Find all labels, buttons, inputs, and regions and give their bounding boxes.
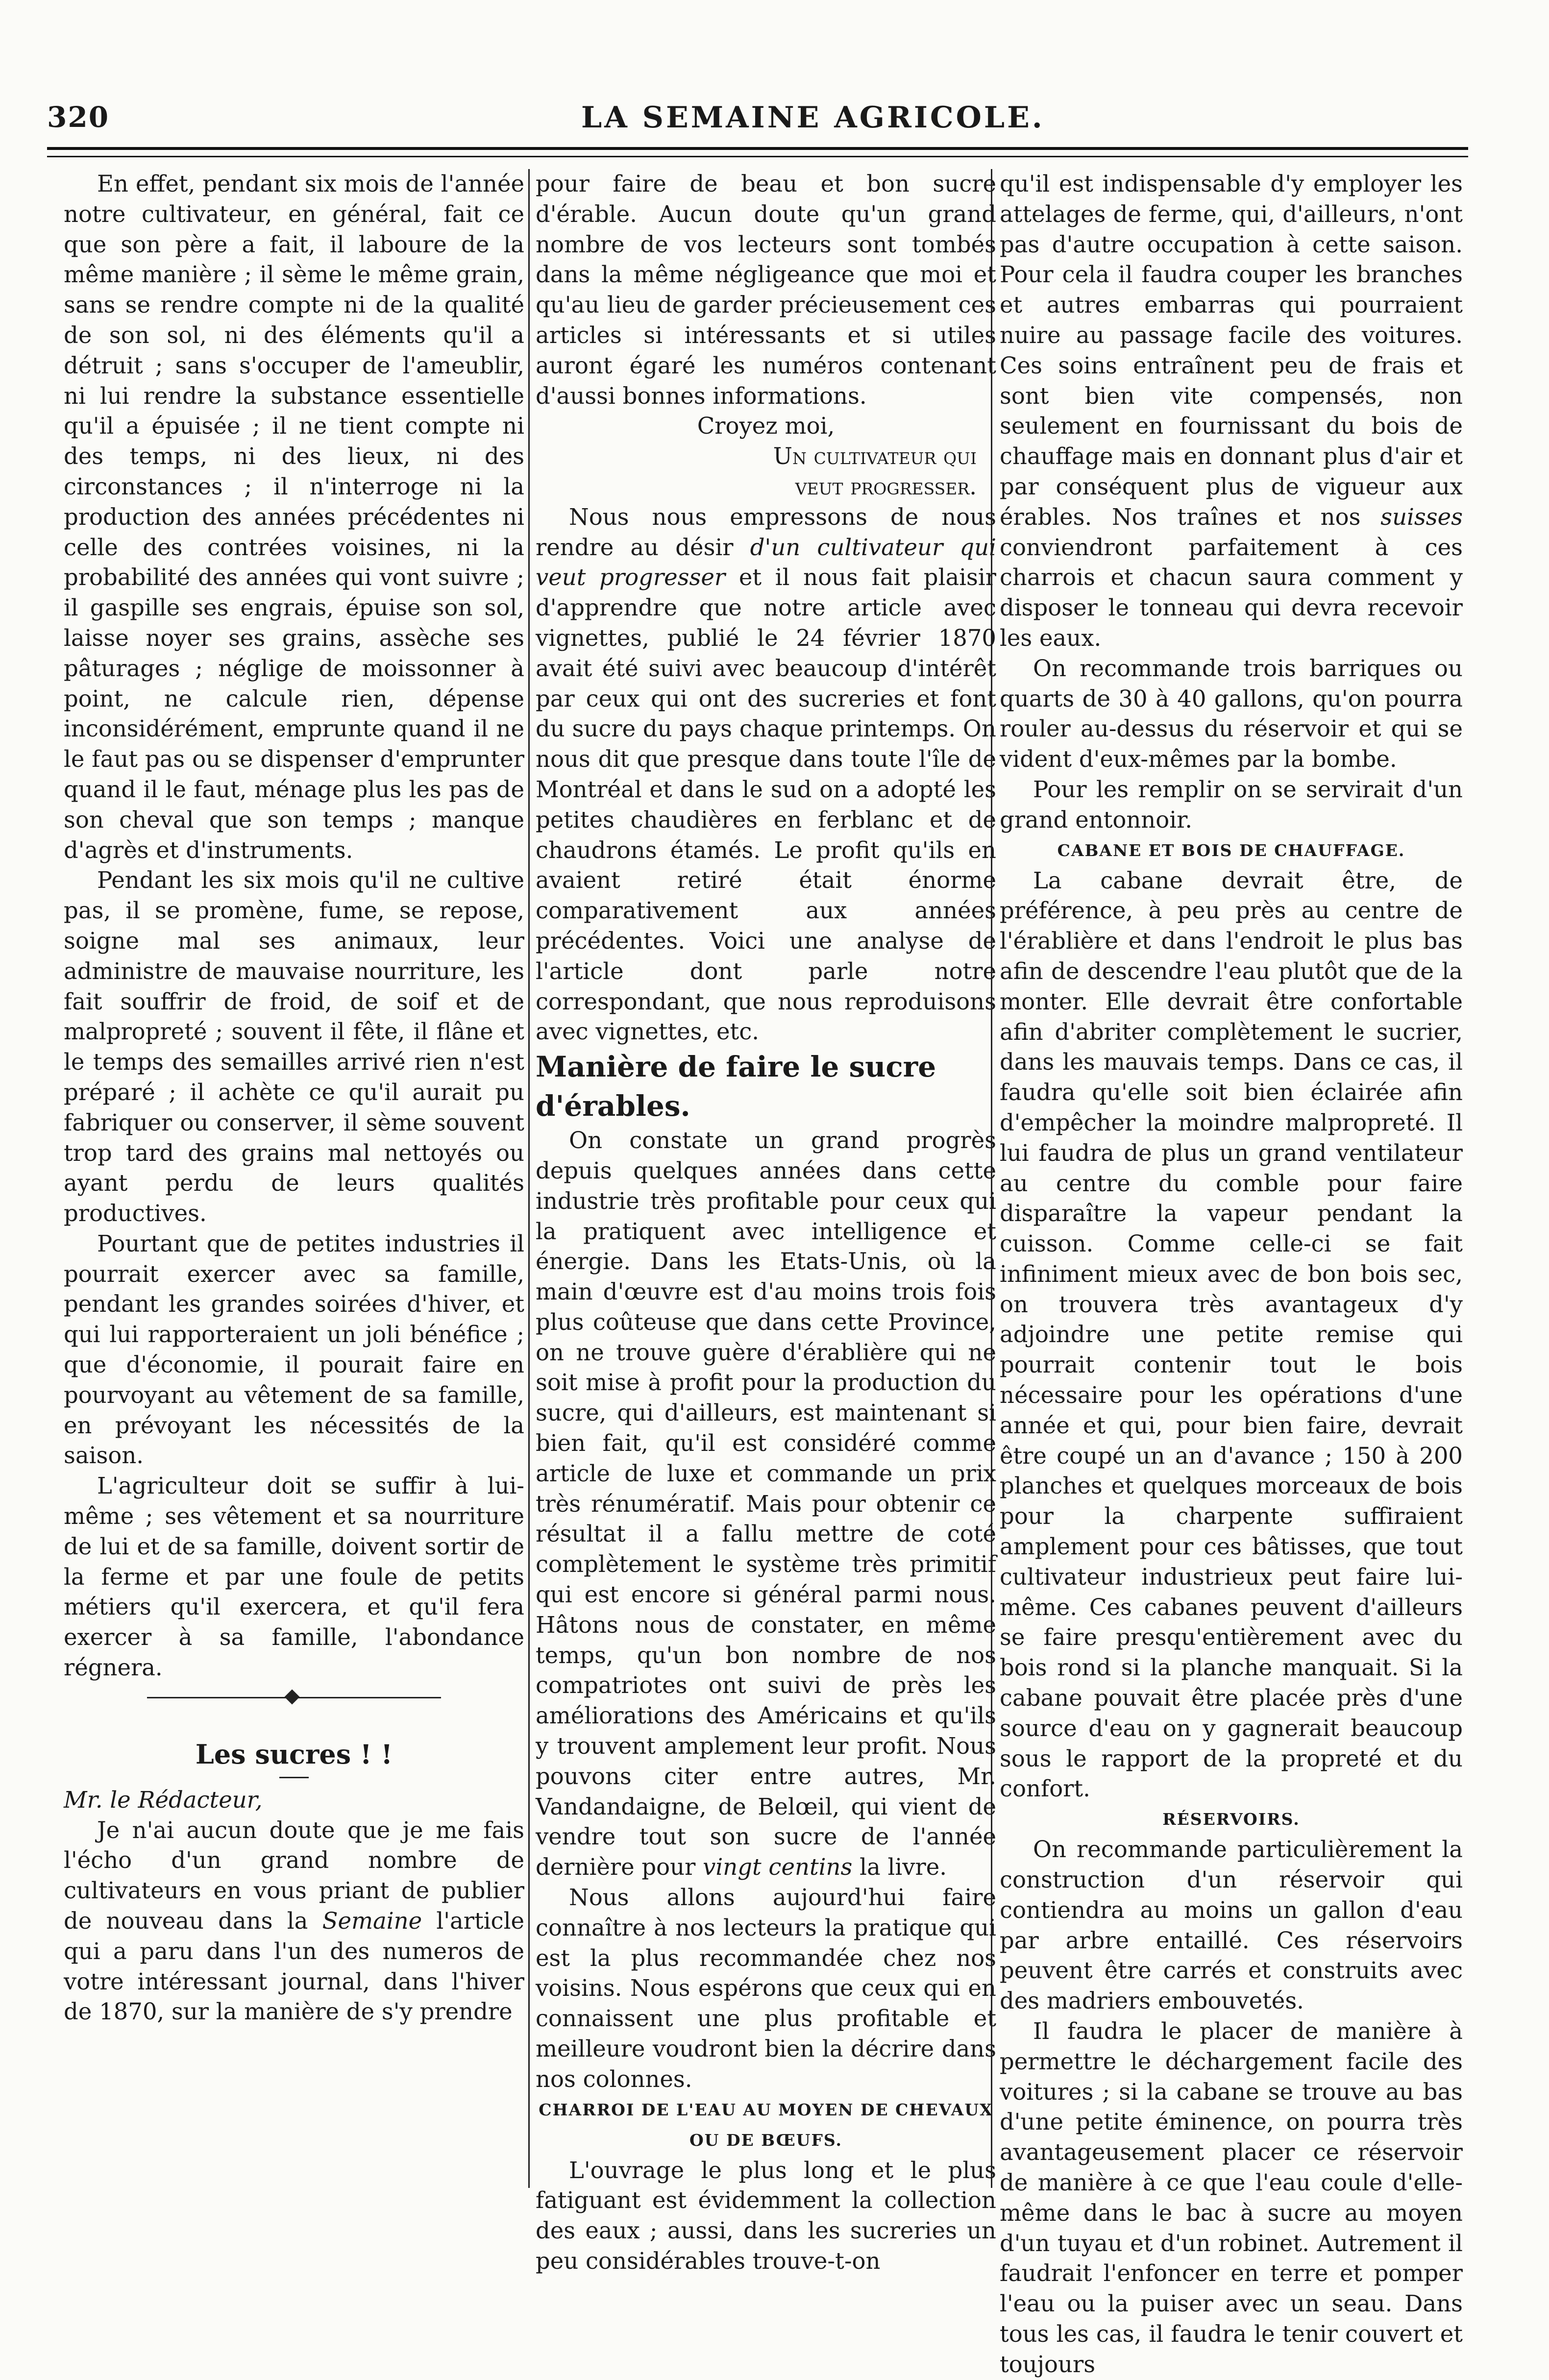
short-rule	[279, 1777, 309, 1778]
paragraph: Pour les remplir on se servirait d'un grand entonnoir.	[1000, 776, 1463, 833]
emphasis: d'un cultivateur qui veut progresser	[536, 534, 997, 591]
text-run: conviendront parfaitement à ces charrois et chacun saura comment y disposer le tonneau qui devra recevoir les eaux.	[1000, 534, 1463, 651]
paragraph: La cabane devrait être, de préférence, à peu près au centre de l'érablière et dans l'endroit le plus bas afin de descendre l'eau plutôt que de la monter. Elle devrait être confortable afin d'abriter complètement le sucrier, dans les mauvais temps. Dans ce cas, il faudra qu'elle soit bien éclairée afin d'empêcher la moindre malpropreté. Il lui faudra de plus un grand ventilateur au centre du comble pour faire disparaître la vapeur pendant la cuisson. Comme celle-ci se fait infiniment mieux avec de bon bois sec, on trouvera très avantageux d'y adjoindre une petite remise qui pourrait contenir tout le bois nécessaire pour les opérations d'une année et qui, pour bien faire, devrait être coupé un an d'avance ; 150 à 200 planches et quelques morceaux de bois pour la charpente suffiraient amplement pour ces bâtisses, que tout cultivateur industrieux peut faire lui-même. Ces cabanes peuvent d'ailleurs se faire presqu'entièrement avec du bois rond si la planche manquait. Si la cabane pouvait être placée près d'une source d'eau on y gagnerait beaucoup sous le rapport de la propreté et du confort.	[1000, 867, 1463, 1802]
paragraph	[536, 1126, 996, 1883]
paragraph: Pourtant que de petites industries il pourrait exercer avec sa famille, pendant les grandes soirées d'hiver, et qui lui rapporteraient un joli bénéfice ; que d'économie, il pourait faire en pourvoyant au vêtement de sa famille, en prévoyant les nécessités de la saison.	[64, 1230, 524, 1469]
paragraph: pour faire de beau et bon sucre d'érable. Aucun doute qu'un grand nombre de vos lecteurs sont tombés dans la même négligeance que moi et qu'au lieu de garder précieusement ces articles si intéressants et si utiles auront égaré les numéros contenant d'aussi bonnes informations.	[536, 171, 996, 409]
text-run: Je n'ai aucun doute que je me fais l'écho d'un grand nombre de cultivateurs en vous priant de publier de nouveau dans la	[64, 1816, 524, 1935]
paragraph: Pendant les six mois qu'il ne cultive pas, il se promène, fume, se repose, soigne mal ses animaux, leur administre de mauvaise nourriture, les fait souffrir de froid, de soif et de malpropreté ; souvent il fête, il flâne et le temps des semailles arrivé rien n'est préparé ; il achète ce qu'il aurait pu fabriquer ou conserver, il sème souvent trop tard des grains mal nettoyés ou ayant perdu de leurs qualités productives.	[64, 867, 524, 1227]
article-heading: Manière de faire le sucre d'érables.	[536, 1050, 936, 1123]
text-run: et il nous fait plaisir d'apprendre que notre article avec vignettes, publié le 24 février 1870 avait été suivi avec beaucoup d'intérêt par ceux qui ont des sucreries et font du sucre du pays chaque printemps. On nous dit que presque dans toute l'île de Montréal et dans le sud on a adopté les petites chaudières en ferblanc et de chaudrons étamés. Le profit qu'ils en avaient retiré était énorme comparativement aux années précédentes. Voici une analyse de l'article dont parle notre correspondant, que nous reproduisons avec vignettes, etc.	[536, 564, 997, 1045]
subheading: RÉSERVOIRS.	[1162, 1810, 1300, 1829]
paragraph: En effet, pendant six mois de l'année notre cultivateur, en général, fait ce que son père a fait, il laboure de la même manière ; il sème le même grain, sans se rendre compte ni de la qualité de son sol, ni des éléments qu'il a détruit ; sans s'occuper de l'ameublir, ni lui rendre la substance essentielle qu'il a épuisée ; il ne tient compte ni des temps, ni des lieux, ni des circonstances ; il n'interroge ni la production des années précédentes ni celle des contrées voisines, ni la probabilité des années qui vont suivre ; il gaspille ses engrais, épuise son sol, laisse noyer ses grains, assèche ses pâturages ; néglige de moissonner à point, ne calcule rien, dépense inconsidérément, emprunte quand il ne le faut pas ou se dispenser d'emprunter quand il le faut, ménage plus les pas de son cheval que son temps ; manque d'agrès et d'instruments.	[64, 171, 524, 863]
header-rule-thick	[47, 147, 1468, 150]
paragraph	[64, 1816, 524, 2028]
ornamental-divider	[147, 1697, 441, 1720]
text-run: la livre.	[860, 1854, 947, 1881]
salutation: Mr. le Rédacteur,	[64, 1786, 263, 1813]
column-2	[536, 169, 997, 2274]
signature-line-2: veut progresser.	[795, 473, 977, 500]
emphasis: suisses	[1380, 503, 1463, 530]
paragraph: L'ouvrage le plus long et le plus fatiguant est évidemment la collection des eaux ; aussi, dans les sucreries un peu considérables trouve-t-on	[536, 2157, 996, 2274]
signature-line-1: Un cultivateur qui	[773, 443, 977, 470]
text-run: Nous nous empressons de nous rendre au désir	[536, 503, 996, 561]
diamond-ornament	[284, 1689, 299, 1704]
paragraph: L'agriculteur doit se suffir à lui-même ; ses vêtement et sa nourriture de lui et de sa famille, doivent sortir de la ferme et par une foule de petits métiers qu'il exercera, et qu'il fera exercer à sa famille, l'abondance régnera.	[64, 1472, 524, 1681]
text-run: l'article qui a paru dans l'un des numeros de votre intéressant journal, dans l'hiver de 1870, sur la manière de s'y prendre	[64, 1908, 524, 2025]
column-divider	[528, 169, 530, 2188]
text-run: On constate un grand progrès depuis quelques années dans cette industrie très profitable pour ceux qui la pratiquent avec intelligence et énergie. Dans les Etats-Unis, où la main d'œuvre est d'au moins trois fois plus coûteuse que dans cette Province, on ne trouve guère d'érablière qui ne soit mise à profit pour la production du sucre, qui d'ailleurs, est maintenant si bien fait, qu'il est considéré comme article de luxe et commande un prix très rénumératif. Mais pour obtenir ce résultat il a fallu mettre de coté complètement le système très primitif qui est encore si général parmi nous. Hâtons nous de constater, en même temps, qu'un bon nombre de nos compatriotes ont suivi de près les améliorations des Américains et qu'ils y trouvent amplement leur profit. Nous pouvons citer entre autres, Mr. Vandandaigne, de Belœil, qui vient de vendre tout son sucre de l'année dernière pour	[536, 1127, 996, 1881]
paragraph: On recommande particulièrement la construction d'un réservoir qui contiendra au moins un gallon d'eau par arbre entaillé. Ces réservoirs peuvent être carrés et construits avec des madriers embouvetés.	[1000, 1836, 1463, 2014]
paragraph: On recommande trois barriques ou quarts de 30 à 40 gallons, qu'on pourra rouler au-dessus du réservoir et qui se vident d'eux-mêmes par la bombe.	[1000, 655, 1463, 773]
emphasis: Semaine	[322, 1908, 422, 1935]
subheading: CABANE ET BOIS DE CHAUFFAGE.	[1057, 840, 1405, 860]
subheading: CHARROI DE L'EAU AU MOYEN DE CHEVAUX OU DE BŒUFS.	[539, 2100, 993, 2150]
paragraph: Il faudra le placer de manière à permettre le déchargement facile des voitures ; si la cabane se trouve au bas d'une petite éminence, on pourra très avantageusement placer ce réservoir de manière à ce que l'eau coule d'elle-même dans le bac à sucre au moyen d'un tuyau et d'un robinet. Autrement il faudrait l'enfoncer en terre et pomper l'eau ou la puiser avec un seau. Dans tous les cas, il faudra le tenir couvert et toujours	[1000, 2018, 1463, 2378]
page-header	[47, 100, 1468, 140]
column-1	[64, 169, 524, 2193]
header-rule-thin	[47, 156, 1468, 157]
paragraph	[1000, 169, 1463, 654]
page-number: 320	[47, 100, 110, 134]
emphasis: vingt centins	[703, 1854, 853, 1881]
paragraph	[536, 502, 996, 1047]
article-heading: Les sucres ! !	[195, 1738, 393, 1770]
closing: Croyez moi,	[697, 413, 835, 440]
column-3	[1000, 169, 1463, 2378]
paragraph: Nous allons aujourd'hui faire connaître à nos lecteurs la pratique qui est la plus recommandée chez nos voisins. Nous espérons que ceux qui en connaissent une plus profitable et meilleure voudront bien la décrire dans nos colonnes.	[536, 1884, 996, 2092]
running-title: LA SEMAINE AGRICOLE.	[581, 100, 1045, 135]
text-run: qu'il est indispensable d'y employer les attelages de ferme, qui, d'ailleurs, n'ont pas d'autre occupation à cette saison. Pour cela il faudra couper les branches et autres embarras qui pourraient nuire au passage facile des voitures. Ces soins entraînent peu de frais et sont bien vite compensés, non seulement en fournissant du bois de chauffage mais en donnant plus d'air et par conséquent plus de vigueur aux érables. Nos traînes et nos	[1000, 171, 1463, 530]
